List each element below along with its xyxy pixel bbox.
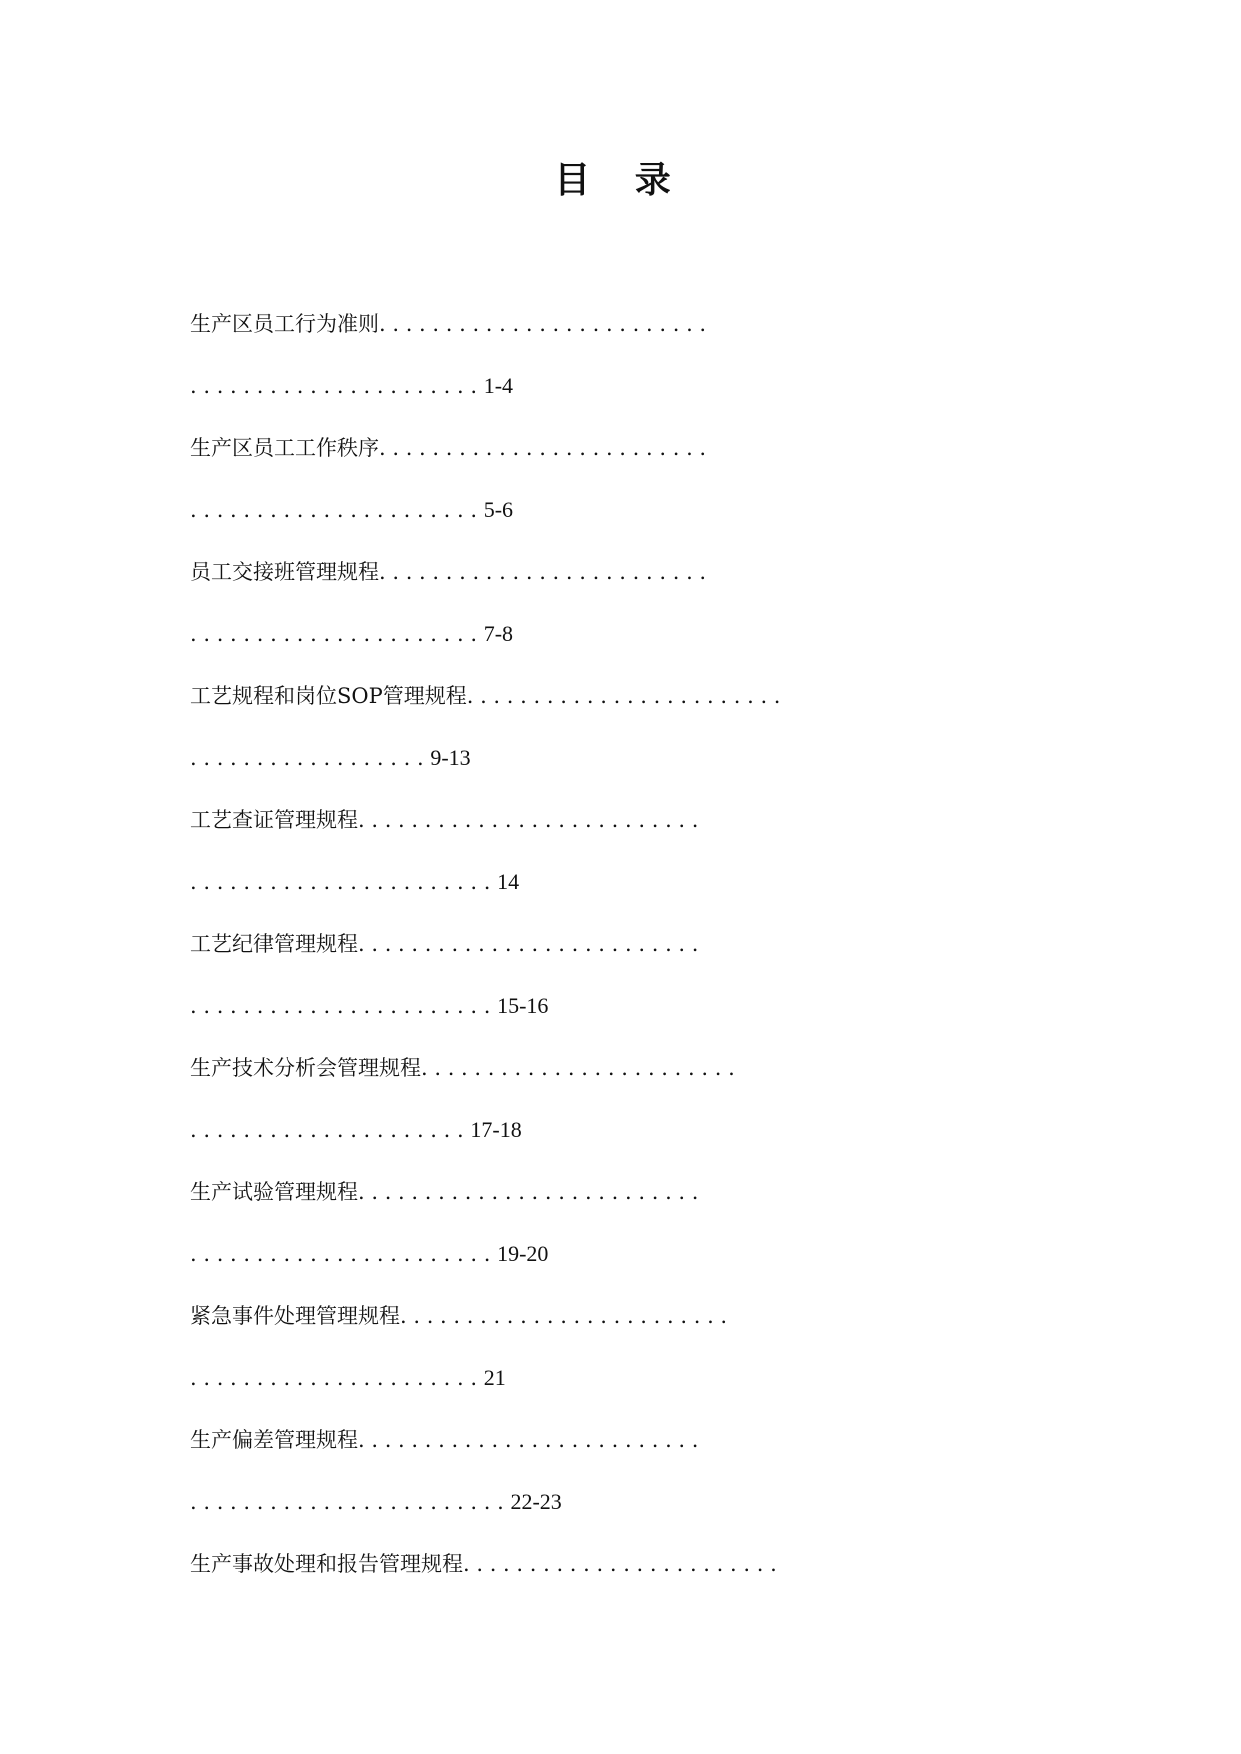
toc-page-number: 7-8: [483, 621, 514, 646]
toc-entry-title[interactable]: 工艺规程和岗位SOP管理规程: [190, 684, 467, 708]
toc-leader: . . . . . . . . . . . . . . . . . . . . . . . . . .: [358, 932, 699, 956]
toc-leader: . . . . . . . . . . . . . . . . . . . . . . . . .: [379, 560, 707, 584]
toc-page-number: 15-16: [497, 993, 549, 1018]
toc-leader: . . . . . . . . . . . . . . . . . . . . . .: [190, 374, 478, 398]
toc-entry-title[interactable]: 生产事故处理和报告管理规程: [190, 1552, 463, 1576]
toc-leader: . . . . . . . . . . . . . . . . . . . . . . . . .: [400, 1304, 728, 1328]
page-title: 目 录: [554, 159, 687, 201]
toc-leader: . . . . . . . . . . . . . . . . . . . . . . .: [190, 1242, 491, 1266]
toc-leader: . . . . . . . . . . . . . . . . . . . . . . . . . .: [358, 808, 699, 832]
toc-entry-title[interactable]: 工艺纪律管理规程: [190, 932, 358, 956]
toc-entry: [190, 1546, 1070, 1670]
toc-page-number: 14: [497, 869, 520, 894]
toc-leader: . . . . . . . . . . . . . . . . . .: [190, 746, 424, 770]
toc-leader: . . . . . . . . . . . . . . . . . . . . . . . . . .: [358, 1180, 699, 1204]
toc-entry: [190, 306, 1070, 430]
toc-leader: . . . . . . . . . . . . . . . . . . . . . . . .: [190, 1490, 504, 1514]
toc-entry-title[interactable]: 生产区员工工作秩序: [190, 436, 379, 460]
toc-leader: . . . . . . . . . . . . . . . . . . . . .: [190, 1118, 464, 1142]
toc-page-number: 1-4: [483, 373, 514, 398]
toc-entry-title[interactable]: 生产技术分析会管理规程: [190, 1056, 421, 1080]
toc-page-number: 22-23: [510, 1489, 562, 1514]
toc-leader: . . . . . . . . . . . . . . . . . . . . . . . .: [421, 1056, 735, 1080]
toc-page-number: 5-6: [483, 497, 514, 522]
toc-page-number: 9-13: [430, 745, 471, 770]
table-of-contents: [190, 306, 1070, 1670]
toc-leader: . . . . . . . . . . . . . . . . . . . . . . .: [190, 870, 491, 894]
toc-page-number: 21: [483, 1365, 506, 1390]
toc-page-number: 19-20: [497, 1241, 549, 1266]
toc-entry: [190, 678, 1070, 802]
toc-entry: [190, 802, 1070, 926]
toc-entry-title[interactable]: 员工交接班管理规程: [190, 560, 379, 584]
toc-page-number: 17-18: [470, 1117, 522, 1142]
toc-leader: . . . . . . . . . . . . . . . . . . . . . . . . .: [379, 436, 707, 460]
toc-leader: . . . . . . . . . . . . . . . . . . . . . .: [190, 1366, 478, 1390]
toc-leader: . . . . . . . . . . . . . . . . . . . . . . . . . .: [358, 1428, 699, 1452]
toc-leader: . . . . . . . . . . . . . . . . . . . . . . . . .: [379, 312, 707, 336]
toc-leader: . . . . . . . . . . . . . . . . . . . . . . .: [190, 994, 491, 1018]
toc-leader: . . . . . . . . . . . . . . . . . . . . . . . .: [466, 684, 781, 708]
toc-entry: [190, 926, 1070, 1050]
toc-entry: [190, 1422, 1070, 1546]
toc-entry: [190, 554, 1070, 678]
toc-entry: [190, 430, 1070, 554]
toc-entry-title[interactable]: 工艺查证管理规程: [190, 808, 358, 832]
toc-leader: . . . . . . . . . . . . . . . . . . . . . .: [190, 622, 478, 646]
toc-entry: [190, 1174, 1070, 1298]
toc-leader: . . . . . . . . . . . . . . . . . . . . . .: [190, 498, 478, 522]
toc-entry: [190, 1298, 1070, 1422]
toc-entry-title[interactable]: 生产区员工行为准则: [190, 312, 379, 336]
toc-entry-title[interactable]: 生产试验管理规程: [190, 1180, 358, 1204]
toc-entry-title[interactable]: 生产偏差管理规程: [190, 1428, 358, 1452]
toc-leader: . . . . . . . . . . . . . . . . . . . . . . . .: [463, 1552, 777, 1576]
toc-entry-title[interactable]: 紧急事件处理管理规程: [190, 1304, 400, 1328]
toc-entry: [190, 1050, 1070, 1174]
